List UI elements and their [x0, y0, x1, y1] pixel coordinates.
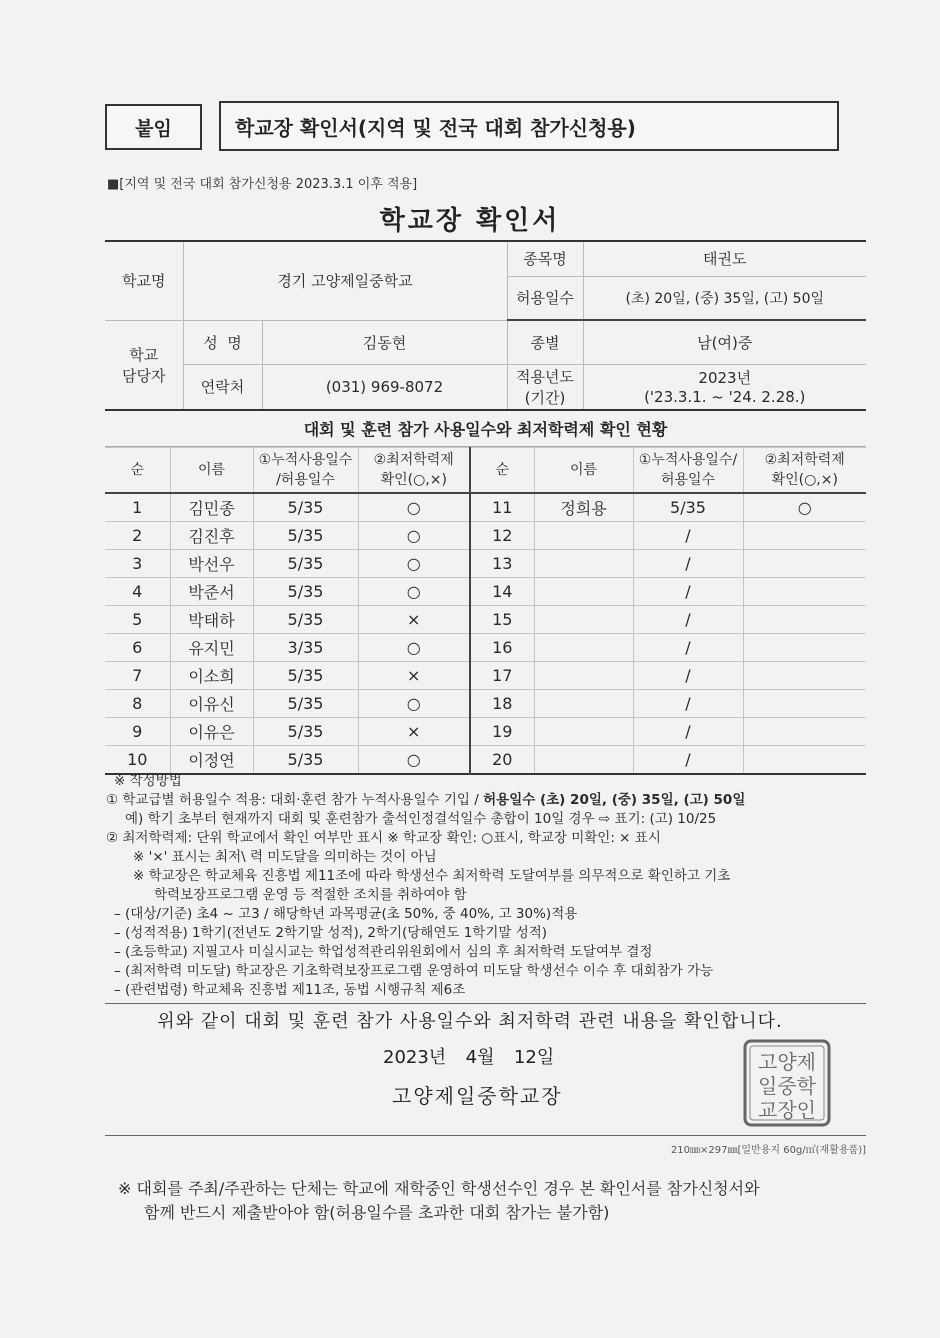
table-row [105, 690, 866, 718]
row-no-left: 9 [105, 718, 170, 746]
header-title-box [219, 101, 839, 151]
gender-value: 남(여)중 [583, 320, 866, 364]
col-name-left: 이름 [170, 448, 253, 494]
col-check-left-line2: 확인(○,×) [380, 472, 447, 488]
row-days-left: 5/35 [253, 606, 358, 634]
footer-note [118, 1177, 878, 1225]
row-days-right: / [633, 578, 743, 606]
table-row [105, 746, 866, 775]
event-label: 종목명 [507, 241, 583, 276]
row-days-right: / [633, 690, 743, 718]
contact-label-line2: 담당자 [122, 366, 166, 385]
row-days-left: 3/35 [253, 634, 358, 662]
row-no-right: 18 [470, 690, 534, 718]
row-check-right [743, 550, 866, 578]
table-row [105, 606, 866, 634]
phone-value: (031) 969-8072 [262, 364, 507, 410]
row-name-left: 이정연 [170, 746, 253, 775]
usage-table [105, 447, 866, 775]
note-1-text: ① 학교급별 허용일수 적용: 대회·훈련 참가 누적사용일수 기입 / [106, 792, 484, 808]
row-days-left: 5/35 [253, 578, 358, 606]
school-label: 학교명 [105, 241, 183, 320]
seal-line-2: 일중학 [758, 1074, 816, 1098]
note-1-bold: 허용일수 (초) 20일, (중) 35일, (고) 50일 [483, 792, 746, 808]
row-check-right [743, 662, 866, 690]
row-check-left: ○ [358, 746, 470, 775]
row-name-right [534, 746, 633, 775]
table-row [105, 662, 866, 690]
note-1 [106, 791, 868, 810]
col-days-right-line1: ①누적사용일수/ [638, 452, 738, 468]
note-2: ② 최저학력제: 단위 학교에서 확인 여부만 표시 ※ 학교장 확인: ○표시, 학교장 미확인: × 표시 [106, 830, 661, 846]
row-name-right [534, 578, 633, 606]
row-name-left: 김민종 [170, 493, 253, 522]
table-row [105, 550, 866, 578]
gender-label: 종별 [507, 320, 583, 364]
table-row [105, 522, 866, 550]
row-days-left: 5/35 [253, 550, 358, 578]
row-days-left: 5/35 [253, 746, 358, 775]
seal-line-3: 교장인 [758, 1098, 816, 1122]
document-title: 학교장 확인서 [379, 206, 561, 236]
detail-1: – (대상/기준) 초4 ~ 고3 / 해당학년 과목평균(초 50%, 중 40%, 고 30%)적용 [114, 906, 578, 922]
footer-line-1: ※ 대회를 주최/주관하는 단체는 학교에 재학중인 학생선수인 경우 본 확인서를 참가신청서와 [118, 1179, 760, 1198]
col-check-left [358, 448, 470, 494]
row-no-left: 5 [105, 606, 170, 634]
col-days-left [253, 448, 358, 494]
row-no-left: 3 [105, 550, 170, 578]
table-row [105, 718, 866, 746]
divider-notes [105, 1003, 866, 1004]
row-name-right: 정희용 [534, 493, 633, 522]
row-days-right: / [633, 634, 743, 662]
footer-line-2: 함께 반드시 제출받아야 함(허용일수를 초과한 대회 참가는 불가함) [144, 1203, 610, 1222]
application-note: ■[지역 및 전국 대회 참가신청용 2023.3.1 이후 적용] [107, 177, 418, 192]
event-value: 태권도 [583, 241, 866, 276]
col-days-left-line1: ①누적사용일수 [258, 452, 353, 468]
period-value: ('23.3.1. ~ '24. 2.28.) [644, 388, 806, 407]
note-3: ※ '×' 표시는 최저\ 력 미도달을 의미하는 것이 아님 [133, 849, 437, 865]
row-check-left: ○ [358, 522, 470, 550]
year-value-line1: 2023년 [698, 369, 752, 388]
row-name-right [534, 662, 633, 690]
row-no-right: 15 [470, 606, 534, 634]
seal-line-1: 고양제 [758, 1050, 816, 1074]
row-check-right [743, 578, 866, 606]
row-no-right: 12 [470, 522, 534, 550]
paper-spec: 210㎜×297㎜[일반용지 60g/㎡(재활용품)] [670, 1145, 866, 1156]
confirmation-date: 2023년 4월 12일 [383, 1047, 555, 1068]
row-name-left: 이소희 [170, 662, 253, 690]
col-no-right: 순 [470, 448, 534, 494]
name-label: 성 명 [183, 320, 262, 364]
detail-2: – (성적적용) 1학기(전년도 2학기말 성적), 2학기(당해연도 1학기말 성적) [114, 925, 548, 941]
row-check-left: ○ [358, 550, 470, 578]
row-no-right: 19 [470, 718, 534, 746]
confirmation-text: 위와 같이 대회 및 훈련 참가 사용일수와 최저학력 관련 내용을 확인합니다. [157, 1011, 783, 1032]
row-days-right: / [633, 522, 743, 550]
row-days-right: / [633, 746, 743, 775]
table-row [105, 634, 866, 662]
row-name-right [534, 606, 633, 634]
row-name-right [534, 718, 633, 746]
note-4-cont: 학력보장프로그램 운영 등 적절한 조치를 취하여야 함 [154, 887, 467, 903]
col-check-left-line1: ②최저학력제 [373, 452, 454, 468]
row-check-left: × [358, 662, 470, 690]
phone-label: 연락처 [183, 364, 262, 410]
row-no-left: 7 [105, 662, 170, 690]
allowed-days-value: (초) 20일, (중) 35일, (고) 50일 [583, 276, 866, 320]
col-days-right [633, 448, 743, 494]
row-name-left: 유지민 [170, 634, 253, 662]
table-row [105, 578, 866, 606]
row-check-right [743, 606, 866, 634]
row-no-left: 10 [105, 746, 170, 775]
row-no-left: 6 [105, 634, 170, 662]
row-name-left: 김진후 [170, 522, 253, 550]
row-no-left: 4 [105, 578, 170, 606]
allowed-days-label: 허용일수 [507, 276, 583, 320]
row-days-left: 5/35 [253, 493, 358, 522]
row-no-right: 13 [470, 550, 534, 578]
row-days-left: 5/35 [253, 662, 358, 690]
row-check-right [743, 634, 866, 662]
attachment-tag [105, 104, 202, 150]
detail-5: – (관련법령) 학교체육 진흥법 제11조, 동법 시행규칙 제6조 [114, 982, 466, 998]
row-check-left: ○ [358, 690, 470, 718]
row-check-left: ○ [358, 634, 470, 662]
row-no-left: 8 [105, 690, 170, 718]
instructions [106, 772, 868, 1000]
attachment-tag-label: 붙임 [135, 117, 172, 140]
col-no-left: 순 [105, 448, 170, 494]
detail-3: – (초등학교) 지필고사 미실시교는 학업성적관리위원회에서 심의 후 최저학력 도달여부 결정 [114, 944, 653, 960]
row-check-left: × [358, 606, 470, 634]
row-days-right: / [633, 718, 743, 746]
row-check-right [743, 746, 866, 775]
row-days-right: 5/35 [633, 493, 743, 522]
col-days-right-line2: 허용일수 [660, 472, 716, 488]
row-no-right: 14 [470, 578, 534, 606]
row-no-left: 1 [105, 493, 170, 522]
row-name-left: 박태하 [170, 606, 253, 634]
col-check-right-line2: 확인(○,×) [771, 472, 838, 488]
header-title: 학교장 확인서(지역 및 전국 대회 참가신청용) [235, 115, 636, 140]
principal-signature: 고양제일중학교장 [392, 1084, 563, 1108]
row-check-left: × [358, 718, 470, 746]
year-value [583, 364, 866, 410]
row-check-right: ○ [743, 493, 866, 522]
school-seal-icon [742, 1038, 832, 1128]
name-value: 김동현 [262, 320, 507, 364]
row-no-right: 16 [470, 634, 534, 662]
col-days-left-line2: /허용일수 [276, 472, 335, 488]
year-label [507, 364, 583, 410]
row-check-left: ○ [358, 493, 470, 522]
row-name-left: 이유신 [170, 690, 253, 718]
row-check-right [743, 718, 866, 746]
row-no-left: 2 [105, 522, 170, 550]
row-no-right: 20 [470, 746, 534, 775]
contact-label-line1: 학교 [129, 345, 159, 364]
row-check-right [743, 690, 866, 718]
row-days-left: 5/35 [253, 522, 358, 550]
divider-signature [105, 1135, 866, 1136]
year-label-line2: (기간) [524, 388, 566, 407]
col-check-right [743, 448, 866, 494]
note-1-example: 예) 학기 초부터 현재까지 대회 및 훈련참가 출석인정결석일수 총합이 10일 경우 ⇨ 표기: (고) 10/25 [125, 811, 717, 827]
row-days-left: 5/35 [253, 718, 358, 746]
row-check-right [743, 522, 866, 550]
contact-label [105, 320, 183, 410]
col-check-right-line1: ②최저학력제 [764, 452, 845, 468]
row-days-right: / [633, 606, 743, 634]
usage-heading: 대회 및 훈련 참가 사용일수와 최저학력제 확인 현황 [105, 410, 866, 447]
notes-title: ※ 작성방법 [114, 773, 182, 789]
row-name-left: 이유은 [170, 718, 253, 746]
row-days-right: / [633, 550, 743, 578]
school-value: 경기 고양제일중학교 [183, 241, 507, 320]
row-name-right [534, 690, 633, 718]
note-4: ※ 학교장은 학교체육 진흥법 제11조에 따라 학생선수 최저학력 도달여부를 의무적으로 확인하고 기초 [133, 868, 731, 884]
row-name-right [534, 634, 633, 662]
year-label-line1: 적용년도 [516, 367, 574, 386]
row-no-right: 17 [470, 662, 534, 690]
row-days-right: / [633, 662, 743, 690]
detail-4: – (최저학력 미도달) 학교장은 기초학력보장프로그램 운영하여 미도달 학생선수 이수 후 대회참가 가능 [114, 963, 714, 979]
school-info-table [105, 240, 866, 411]
row-days-left: 5/35 [253, 690, 358, 718]
col-name-right: 이름 [534, 448, 633, 494]
table-row [105, 493, 866, 522]
row-name-left: 박준서 [170, 578, 253, 606]
row-no-right: 11 [470, 493, 534, 522]
row-check-left: ○ [358, 578, 470, 606]
row-name-right [534, 550, 633, 578]
row-name-left: 박선우 [170, 550, 253, 578]
row-name-right [534, 522, 633, 550]
